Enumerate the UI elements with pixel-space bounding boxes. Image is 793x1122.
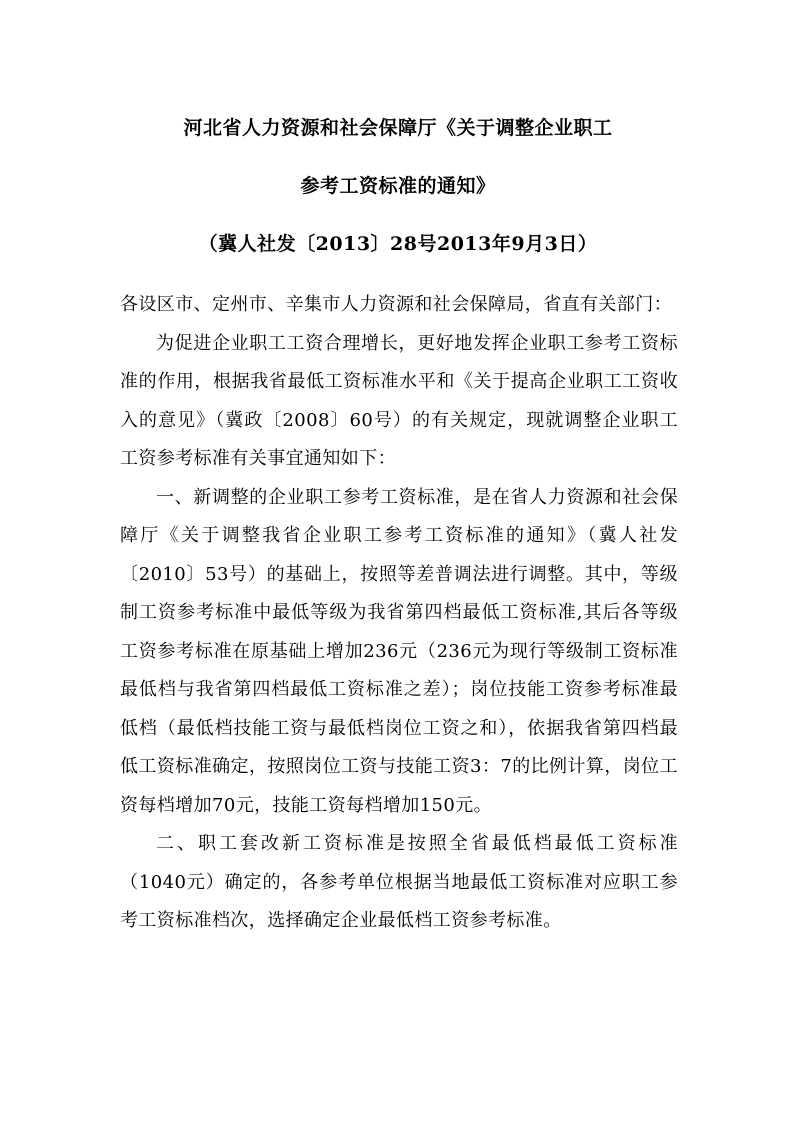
document-title-line-2: 参考工资标准的通知》 — [300, 175, 496, 197]
paragraph-section-1: 一、新调整的企业职工参考工资标准，是在省人力资源和社会保障厅《关于调整我省企业职工参考工资标准的通知》（冀人社发〔2010〕53号）的基础上，按照等差普调法进行调整。其中，等级制工资参考标准中最低等级为我省第四档最低工资标准,其后各等级工资参考标准在原基础上增加236元（236元为现行等级制工资标准最低档与我省第四档最低工资标准之差）；岗位技能工资参考标准最低档（最低档技能工资与最低档岗位工资之和），依据我省第四档最低工资标准确定，按照岗位工资与技能工资3：7的比例计算，岗位工资每档增加70元，技能工资每档增加150元。 — [120, 486, 678, 816]
document-body — [120, 286, 678, 941]
paragraph-section-2: 二、职工套改新工资标准是按照全省最低档最低工资标准（1040元）确定的，各参考单位根据当地最低工资标准对应职工参考工资标准档次，选择确定企业最低档工资参考标准。 — [120, 833, 678, 931]
document-reference-line: （冀人社发〔2013〕28号2013年9月3日） — [198, 233, 598, 255]
paragraph-intro: 为促进企业职工工资合理增长，更好地发挥企业职工参考工资标准的作用，根据我省最低工资标准水平和《关于提高企业职工工资收入的意见》（冀政〔2008〕60号）的有关规定，现就调整企业职工工资参考标准有关事宜通知如下： — [120, 332, 678, 469]
addressee: 各设区市、定州市、辛集市人力资源和社会保障局，省直有关部门： — [120, 294, 672, 315]
document-title-line-1: 河北省人力资源和社会保障厅《关于调整企业职工 — [183, 117, 613, 139]
